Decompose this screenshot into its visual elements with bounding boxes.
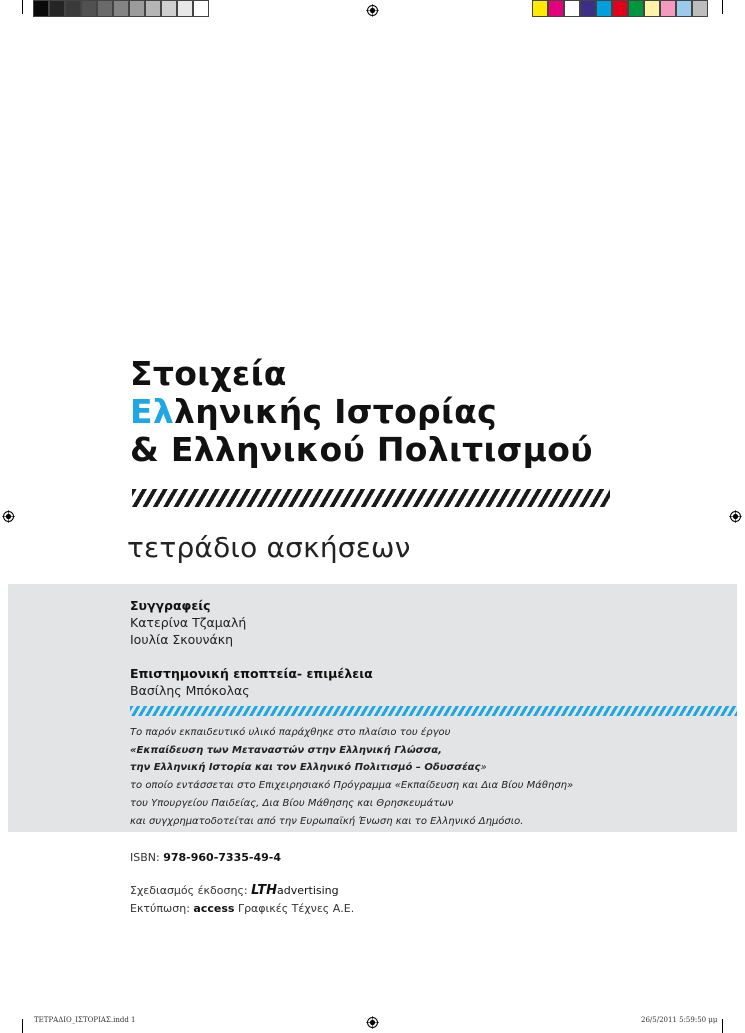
authors-label: Συγγραφείς — [130, 598, 211, 613]
process-swatch — [644, 0, 660, 17]
process-swatch — [676, 0, 692, 17]
printing-brand: access — [193, 902, 235, 915]
gray-swatch — [177, 0, 193, 17]
isbn-label: ISBN: — [130, 851, 160, 864]
process-swatch — [564, 0, 580, 17]
title-line-3: & Ελληνικού Πολιτισμού — [130, 430, 593, 469]
printing-label: Εκτύπωση: — [130, 902, 190, 915]
title-stripe-divider — [132, 489, 610, 507]
gray-swatch — [193, 0, 209, 17]
title-line-2 — [130, 393, 593, 431]
note-line-6: και συγχρηματοδοτείται από την Ευρωπαϊκή Ένωση και το Ελληνικό Δημόσιο. — [130, 815, 524, 827]
gray-color-bar — [33, 0, 209, 17]
crop-mark-top-right — [722, 0, 723, 14]
crop-mark-top-left — [22, 0, 23, 14]
note-line-4: το οποίο εντάσσεται στο Επιχειρησιακό Πρόγραμμα «Εκπαίδευση και Δια Βίου Μάθηση» — [130, 780, 574, 792]
footer-filename: ΤΕΤΡΑΔΙΟ_ΙΣΤΟΡΙΑΣ.indd 1 — [34, 1016, 136, 1024]
gray-swatch — [161, 0, 177, 17]
note-line-3-bold: την Ελληνική Ιστορία και τον Ελληνικό Πολιτισμό – Οδυσσέας — [130, 762, 481, 774]
funding-note — [130, 724, 573, 830]
process-color-bar — [532, 0, 708, 17]
note-line-3 — [130, 759, 573, 777]
registration-mark-left-icon — [2, 510, 15, 523]
gray-swatch — [49, 0, 65, 17]
process-swatch — [532, 0, 548, 17]
author-2: Ιουλία Σκουνάκη — [130, 632, 234, 647]
isbn — [130, 851, 281, 864]
note-line-2: «Εκπαίδευση των Μεταναστών στην Ελληνική Γλώσσα, — [130, 744, 442, 756]
design-brand: LTH — [251, 883, 277, 898]
process-swatch — [580, 0, 596, 17]
subtitle: τετράδιο ασκήσεων — [127, 531, 411, 564]
printing-rest: Γραφικές Τέχνες Α.Ε. — [237, 902, 355, 915]
gray-swatch — [97, 0, 113, 17]
printing-credit — [130, 902, 354, 915]
gray-swatch — [145, 0, 161, 17]
gray-swatch — [113, 0, 129, 17]
design-label: Σχεδιασμός έκδοσης: — [130, 884, 248, 897]
footer-timestamp: 26/5/2011 5:59:50 μμ — [641, 1016, 718, 1024]
crop-mark-bottom-left — [22, 1019, 23, 1033]
title-line-1: Στοιχεία — [130, 354, 287, 393]
process-swatch — [596, 0, 612, 17]
gray-swatch — [33, 0, 49, 17]
title-line-2-rest: ληνικής Ιστορίας — [174, 392, 497, 431]
note-line-3-end: » — [480, 762, 487, 774]
design-credit — [130, 883, 339, 898]
supervision-label: Επιστημονική εποπτεία- επιμέλεια — [130, 666, 373, 681]
process-swatch — [548, 0, 564, 17]
registration-mark-bottom-icon — [366, 1016, 379, 1029]
isbn-value: 978-960-7335-49-4 — [163, 851, 281, 864]
design-brand-rest: advertising — [277, 884, 339, 897]
process-swatch — [660, 0, 676, 17]
gray-swatch — [81, 0, 97, 17]
process-swatch — [628, 0, 644, 17]
process-swatch — [612, 0, 628, 17]
registration-mark-top-icon — [366, 4, 379, 17]
supervisor-name: Βασίλης Μπόκολας — [130, 683, 250, 698]
author-1: Κατερίνα Τζαμαλή — [130, 615, 247, 630]
gray-swatch — [65, 0, 81, 17]
crop-mark-bottom-right — [722, 1019, 723, 1033]
credits-stripe-divider — [130, 706, 737, 716]
book-title — [130, 355, 593, 469]
process-swatch — [692, 0, 708, 17]
note-line-5: του Υπουργείου Παιδείας, Δια Βίου Μάθησης και Θρησκευμάτων — [130, 797, 454, 809]
registration-mark-right-icon — [729, 510, 742, 523]
gray-swatch — [129, 0, 145, 17]
title-accent: Ελ — [130, 392, 175, 431]
note-line-1: Το παρόν εκπαιδευτικό υλικό παράχθηκε στο πλαίσιο του έργου — [130, 727, 451, 738]
